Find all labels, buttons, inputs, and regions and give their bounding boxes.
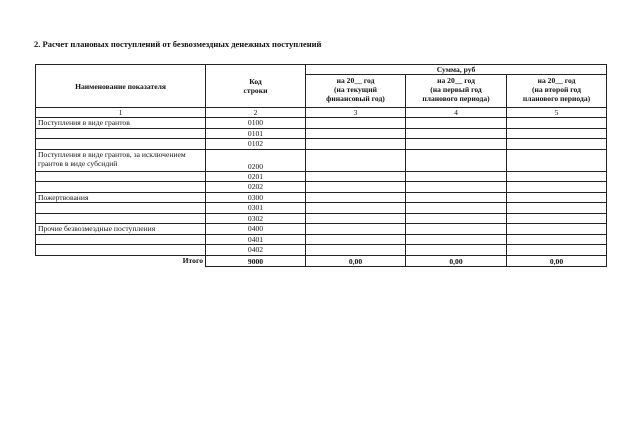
header-col3 <box>306 75 406 108</box>
row-code: 0202 <box>206 182 306 193</box>
planned-receipts-table <box>35 64 607 267</box>
row-name <box>36 128 206 139</box>
column-number: 4 <box>406 108 507 118</box>
sum-cell-col3[interactable] <box>306 118 406 129</box>
section-title: 2. Расчет плановых поступлений от безвозмездных денежных поступлений <box>34 39 322 49</box>
total-sum-col5: 0,00 <box>507 255 607 266</box>
total-code: 9000 <box>206 255 306 266</box>
total-row <box>36 255 607 266</box>
sum-cell-col3[interactable] <box>306 245 406 256</box>
sum-cell-col4[interactable] <box>406 128 507 139</box>
row-name <box>36 171 206 182</box>
sum-cell-col4[interactable] <box>406 245 507 256</box>
column-number: 1 <box>36 108 206 118</box>
sum-cell-col3[interactable] <box>306 128 406 139</box>
header-code-line1: Код <box>249 77 262 86</box>
row-name: Прочие безвозмездные поступления <box>36 224 206 235</box>
header-code <box>206 65 306 108</box>
sum-cell-col3[interactable] <box>306 192 406 203</box>
sum-cell-col5[interactable] <box>507 192 607 203</box>
sum-cell-col5[interactable] <box>507 171 607 182</box>
sum-cell-col3[interactable] <box>306 139 406 150</box>
total-sum-col4: 0,00 <box>406 255 507 266</box>
row-code: 0301 <box>206 203 306 214</box>
header-col4-line3: планового периода) <box>422 94 490 103</box>
sum-cell-col5[interactable] <box>507 139 607 150</box>
total-sum-col3: 0,00 <box>306 255 406 266</box>
row-name <box>36 139 206 150</box>
sum-cell-col4[interactable] <box>406 192 507 203</box>
column-number: 5 <box>507 108 607 118</box>
row-name <box>36 203 206 214</box>
sum-cell-col5[interactable] <box>507 213 607 224</box>
table-row <box>36 203 607 214</box>
header-col3-line2: (на текущий <box>334 85 377 94</box>
table-row <box>36 224 607 235</box>
header-col5-line2: (на второй год <box>532 85 581 94</box>
column-number: 2 <box>206 108 306 118</box>
sum-cell-col4[interactable] <box>406 213 507 224</box>
row-code: 0300 <box>206 192 306 203</box>
row-name: Пожертвования <box>36 192 206 203</box>
sum-cell-col5[interactable] <box>507 203 607 214</box>
sum-cell-col4[interactable] <box>406 139 507 150</box>
total-label: Итого <box>182 256 203 266</box>
table-row <box>36 118 607 129</box>
sum-cell-col5[interactable] <box>507 118 607 129</box>
column-number: 3 <box>306 108 406 118</box>
table-row <box>36 171 607 182</box>
header-col4-line2: (на первый год <box>430 85 482 94</box>
row-name: Поступления в виде грантов <box>36 118 206 129</box>
table-row <box>36 149 607 171</box>
sum-cell-col5[interactable] <box>507 234 607 245</box>
header-col4-line1: на 20__ год <box>437 76 475 85</box>
table-row <box>36 245 607 256</box>
row-name <box>36 182 206 193</box>
row-name <box>36 234 206 245</box>
sum-cell-col4[interactable] <box>406 203 507 214</box>
sum-cell-col4[interactable] <box>406 224 507 235</box>
table-row <box>36 234 607 245</box>
sum-cell-col3[interactable] <box>306 213 406 224</box>
row-code: 0201 <box>206 171 306 182</box>
header-code-line2: строки <box>243 86 268 95</box>
header-col5 <box>507 75 607 108</box>
row-code: 0401 <box>206 234 306 245</box>
row-code: 0100 <box>206 118 306 129</box>
row-code: 0400 <box>206 224 306 235</box>
row-code: 0101 <box>206 128 306 139</box>
header-col5-line3: планового периода) <box>522 94 591 103</box>
sum-cell-col3[interactable] <box>306 234 406 245</box>
sum-cell-col3[interactable] <box>306 203 406 214</box>
header-col3-line1: на 20__ год <box>336 76 375 85</box>
table-row <box>36 139 607 150</box>
sum-cell-col5[interactable] <box>507 128 607 139</box>
sum-cell-col4[interactable] <box>406 149 507 171</box>
sum-cell-col3[interactable] <box>306 224 406 235</box>
header-name: Наименование показателя <box>36 65 206 108</box>
row-name <box>36 245 206 256</box>
sum-cell-col3[interactable] <box>306 182 406 193</box>
row-code: 0102 <box>206 139 306 150</box>
sum-cell-col5[interactable] <box>507 182 607 193</box>
header-sum: Сумма, руб <box>306 65 607 75</box>
sum-cell-col5[interactable] <box>507 224 607 235</box>
sum-cell-col5[interactable] <box>507 245 607 256</box>
header-col4 <box>406 75 507 108</box>
header-col5-line1: на 20__ год <box>537 76 576 85</box>
row-name <box>36 213 206 224</box>
header-col3-line3: финансовый год) <box>326 94 385 103</box>
sum-cell-col5[interactable] <box>507 149 607 171</box>
column-number-row <box>36 108 607 118</box>
table-row <box>36 182 607 193</box>
sum-cell-col3[interactable] <box>306 171 406 182</box>
row-name: Поступления в виде грантов, за исключением грантов в виде субсидий <box>36 149 206 171</box>
row-code: 0402 <box>206 245 306 256</box>
sum-cell-col3[interactable] <box>306 149 406 171</box>
row-code: 0302 <box>206 213 306 224</box>
sum-cell-col4[interactable] <box>406 118 507 129</box>
sum-cell-col4[interactable] <box>406 234 507 245</box>
table-row <box>36 192 607 203</box>
table-row <box>36 213 607 224</box>
sum-cell-col4[interactable] <box>406 182 507 193</box>
row-code: 0200 <box>206 149 306 171</box>
sum-cell-col4[interactable] <box>406 171 507 182</box>
table-row <box>36 128 607 139</box>
